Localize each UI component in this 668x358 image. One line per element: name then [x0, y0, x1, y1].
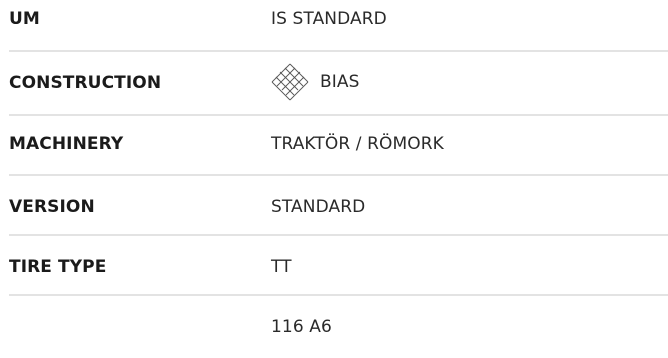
spec-label-version: VERSION [9, 197, 95, 217]
bias-crosshatch-icon [270, 62, 310, 102]
spec-value-um: IS STANDARD [271, 9, 387, 29]
spec-row-construction [0, 52, 668, 114]
spec-row-version [0, 176, 668, 238]
spec-value-tire-type: TT [271, 257, 292, 277]
spec-label-machinery: MACHINERY [9, 134, 124, 154]
spec-label-construction: CONSTRUCTION [9, 73, 162, 93]
spec-row-load-index [0, 296, 668, 358]
spec-label-tire-type: TIRE TYPE [9, 257, 107, 277]
spec-value-construction [271, 62, 360, 102]
construction-value-text: BIAS [320, 72, 360, 92]
spec-value-version: STANDARD [271, 197, 366, 217]
spec-label-um: UM [9, 9, 40, 29]
spec-value-machinery: TRAKTÖR / RÖMORK [271, 134, 444, 154]
spec-value-load-index: 116 A6 [271, 317, 332, 337]
spec-row-tire-type [0, 236, 668, 298]
spec-row-um [0, 0, 668, 38]
spec-row-machinery [0, 116, 668, 172]
